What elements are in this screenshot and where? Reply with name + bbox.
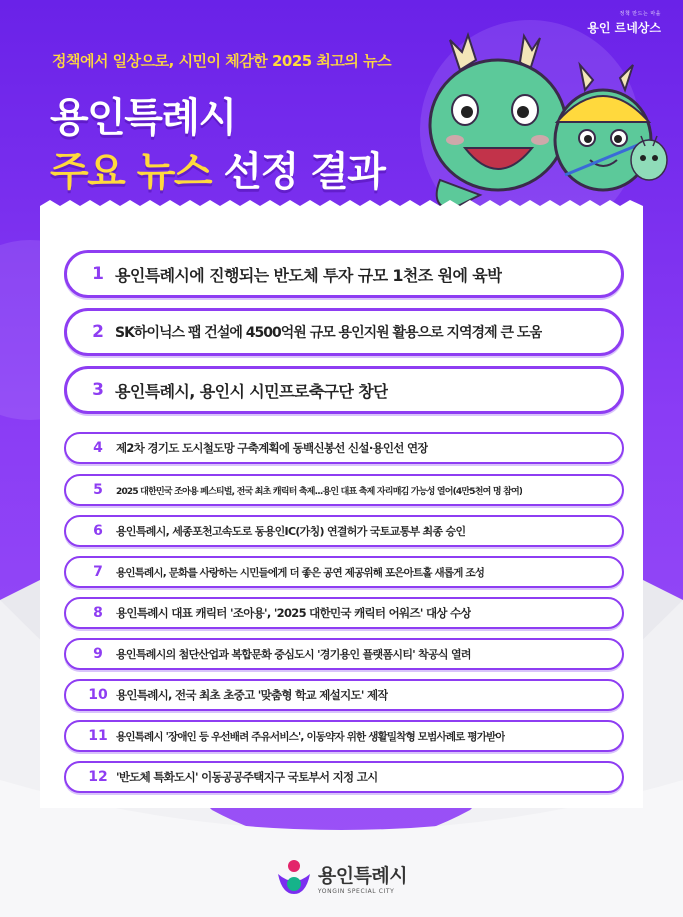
- news-text: SK하이닉스 팹 건설에 4500억원 규모 용인지원 활용으로 지역경제 큰 도움: [115, 325, 542, 341]
- news-number: 11: [88, 728, 108, 744]
- title-highlight: 주요 뉴스: [50, 149, 211, 195]
- news-text: 용인특례시 대표 캐릭터 '조아용', '2025 대한민국 캐릭터 어워즈' 대상 수상: [116, 606, 471, 620]
- page-title-line2: [50, 140, 384, 197]
- news-text: 용인특례시에 진행되는 반도체 투자 규모 1천조 원에 육박: [115, 265, 503, 285]
- news-text: 용인특례시, 세종포천고속도로 동용인IC(가칭) 연결허가 국토교통부 최종 승인: [116, 525, 466, 538]
- city-logo: [0, 858, 683, 902]
- news-item-7: [64, 556, 624, 588]
- brand-logo: [587, 10, 661, 36]
- mascot-dragon-mini-illustration: [625, 128, 673, 188]
- news-number: 12: [88, 769, 108, 785]
- news-item-12: [64, 761, 624, 793]
- news-item-1: [64, 250, 624, 298]
- news-item-5: [64, 474, 624, 506]
- news-item-11: [64, 720, 624, 752]
- page-subtitle: 정책에서 일상으로, 시민이 체감한 2025 최고의 뉴스: [52, 52, 392, 70]
- brand-name: 용인 르네상스: [587, 21, 661, 35]
- news-text: 2025 대한민국 조아용 페스티벌, 전국 최초 캐릭터 축제...용인 대표 축제 자리매김 가능성 열어(4만5천여 명 참여): [116, 486, 523, 497]
- city-name: 용인특례시: [317, 865, 408, 887]
- city-emblem-icon: [276, 858, 312, 898]
- news-text: 용인특례시 '장애인 등 우선배려 주유서비스', 이동약자 위한 생활밀착형 모범사례로 평가받아: [116, 730, 505, 743]
- news-item-9: [64, 638, 624, 670]
- news-number: 4: [93, 440, 103, 456]
- news-number: 6: [93, 523, 103, 539]
- news-paper: [40, 208, 643, 808]
- news-text: 제2차 경기도 도시철도망 구축계획에 동백신봉선 신설·용인선 연장: [116, 441, 428, 455]
- news-item-6: [64, 515, 624, 547]
- news-text: 용인특례시, 문화를 사랑하는 시민들에게 더 좋은 공연 제공위해 포은아트홀 새롭게 조성: [116, 566, 485, 579]
- news-number: 5: [93, 482, 103, 498]
- news-number: 9: [93, 646, 103, 662]
- news-number: 3: [92, 380, 104, 400]
- news-text: '반도체 특화도시' 이동공공주택지구 국토부서 지정 고시: [116, 770, 378, 784]
- news-item-10: [64, 679, 624, 711]
- news-number: 10: [88, 687, 108, 703]
- news-text: 용인특례시, 용인시 시민프로축구단 창단: [115, 381, 388, 401]
- title-rest: 선정 결과: [211, 149, 385, 195]
- page-title-line1: 용인특례시: [50, 95, 236, 141]
- city-name-english: YONGIN SPECIAL CITY: [317, 888, 395, 895]
- news-item-8: [64, 597, 624, 629]
- news-item-2: [64, 308, 624, 356]
- news-item-3: [64, 366, 624, 414]
- news-item-4: [64, 432, 624, 464]
- news-text: 용인특례시의 첨단산업과 복합문화 중심도시 '경기용인 플랫폼시티' 착공식 열려: [116, 648, 471, 661]
- news-number: 1: [92, 264, 104, 284]
- brand-tagline: 정책 만드는 마을: [619, 11, 661, 17]
- news-text: 용인특례시, 전국 최초 초중고 '맞춤형 학교 제설지도' 제작: [116, 688, 388, 702]
- news-number: 7: [93, 564, 103, 580]
- news-number: 2: [92, 322, 104, 342]
- news-number: 8: [93, 605, 103, 621]
